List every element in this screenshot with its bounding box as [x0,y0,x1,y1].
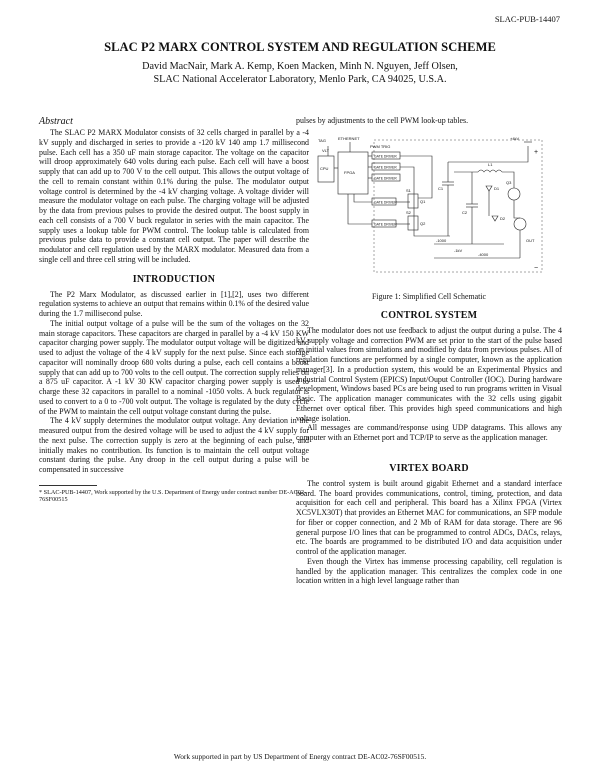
label-cpu: CPU [320,165,329,171]
label-vlt: VLT [322,147,330,153]
label-fpga: FPGA [344,169,355,175]
label-minus: − [534,264,539,272]
virtex-board-paragraph: The control system is built around gigabit Ethernet and a standard interface board. The board provides communications, control, timing, protection, and data acquisition for each cell and peripheral. This board has a Xilinx FPGA (Virtex XC5VLX30T) that provides an Ethernet MAC for communications, an SFP module for fiber or copper connection, and 2 Mb of RAM for data storage. There are 96 general purpose I/O lines that can be programmed to control ADCs, DACs, relays, etc. The boards are programmed to be distributed I/O and data acquisition under control of the application manager. [296,478,562,556]
introduction-paragraph: The 4 kV supply determines the modulator output voltage. Any deviation in the measured output from the desired voltage will be used to adjust the 4 kV supply for the next pulse. The correction supply is zero at the beginning of each pulse, and initially makes no contribution. Its function is to maintain the cell output voltage constant during the pulse. Any droop in the cell output during a pulse will be compensated in successive [39,416,309,474]
label-c2: C2 [462,209,468,215]
control-system-paragraph: The modulator does not use feedback to adjust the output during a pulse. The 4 kV supply voltage and correction PWM are set prior to the start of the pulse based on initial values from simulations and modified by data from previous pulses. All of regulation functions are performed by a single computer, known as the application manager[3]. In a production system, this would be an Experimental Physics and Industrial Control System (EPICS) Input/Ouput Controller (IOC). During hardware development, Windows based PCs are being used to run programs written in Visual Basic. The application manager communicates with the 32 cells using gigabit Ethernet over optical fiber. This provides high speed communications and high voltage isolation. [296,325,562,423]
footnote-divider [39,485,97,486]
label-s1: S1 [406,187,411,193]
q2-switch [408,216,418,230]
introduction-paragraph: The P2 Marx Modulator, as discussed earlier in [1],[2], uses two different regulation systems to achieve an output that remains within 0.1% of the desired value during the 1.7 millisecond pulse. [39,289,309,318]
footnote: * SLAC-PUB-14407, Work supported by the U.S. Department of Energy under contract number DE-AC02-76SF00515 [39,488,307,504]
label-gate-driver: GATE DRIVER [374,200,397,205]
label-s2: S2 [406,209,411,215]
page-footer: Work supported in part by US Department of Energy contract DE-AC02-76SF00515. [173,752,427,761]
abstract-text: The SLAC P2 MARX Modulator consists of 32 cells charged in parallel by a -4 kV supply and discharged in series to provide a -120 kV 140 amp 1.7 millisecond pulse. Each cell has a 350 uF main storage capacitor. The voltage on the capacitor will droop approximately 640 volts during each pulse. Each cell will have a boost supply that can add up to 700 V to the cell output. This allows the output voltage of the cell to remain constant within 0.1% during the pulse. The modulator output voltage control is determined by the -4 kV charging voltage. A voltage divider will measure the modulator voltage on each pulse. The charging voltage will be adjusted by the data from previous pulses to provide the desired output. The boost supply in each cell consists of a 700 V buck regulator in series with the main capacitor. The supply uses a lookup table for PWM control. The lookup table is calculated from previous pulse data to provide a constant cell output. The paper will describe the modulator and cell regulation used by the MARX modulator. Measured data from a single cell and three cell string will be included. [39,128,309,264]
q3-switch [508,188,520,200]
schematic-diagram [314,132,546,280]
label-v4000: -4000 [478,251,489,257]
report-id: SLAC-PUB-14407 [494,14,560,24]
cell-schematic-figure [314,132,546,280]
label-tag: TAG [318,137,326,143]
label-plus-kv: +4kV [510,135,520,141]
abstract-heading: Abstract [39,116,73,127]
virtex-board-paragraph: Even though the Virtex has immense processing capability, cell regulation is handled by the application manager. This centralizes the complex code in one location written in a high level language rather than [296,556,562,586]
label-c1: C1 [438,185,444,191]
control-system-paragraph: All messages are command/response using UDP datagrams. This allows any computer with an Ethernet port and TCP/IP to serve as the application manager. [296,423,562,442]
introduction-paragraph: The initial output voltage of a pulse will be the sum of the voltages on the 32 main storage capacitors. These capacitors are charged in parallel by a -4 kV 150 KW capacitor charging power supply. The modulator output voltage will be digitized and used to adjust the voltage of the 4 kV supply for the next pulse. Since each storage capacitor will nominally droop 680 volts during a pulse, each cell contains a boost supply that can add up to 700 volts to the cell output. The correction supply relies on a 875 uF capacitor. A -1 kV 30 KW capacitor charging power supply is used to charge these 32 capacitors in parallel to a nominal -1050 volts. A buck regulator is used to convert to a 0 to -700 volt output. The voltage is regulated by the duty cycle of the PWM to maintain the cell output voltage constant during the pulse. [39,318,309,416]
label-d1: D1 [494,185,500,191]
virtex-board-heading: VIRTEX BOARD [389,462,469,474]
label-gate-driver: GATE DRIVER [374,154,397,159]
author-affiliation: SLAC National Accelerator Laboratory, Menlo Park, CA 94025, U.S.A. [153,74,447,85]
author-names: David MacNair, Mark A. Kemp, Koen Macken, Minh N. Nguyen, Jeff Olsen, [142,61,458,72]
label-l1: L1 [488,161,493,167]
paper-title: SLAC P2 MARX CONTROL SYSTEM AND REGULATION SCHEME [104,40,496,54]
continuation-text: pulses by adjustments to the cell PWM look-up tables. [296,116,469,125]
label-pwm-trig: PWM TRIG [370,143,391,149]
label-q2: Q2 [420,220,426,226]
label-q1: Q1 [420,198,426,204]
label-d2: D2 [500,215,506,221]
label-plus: + [534,148,539,156]
introduction-heading: INTRODUCTION [132,273,216,285]
label-minus-kv: -1kV [454,247,463,253]
label-gate-driver: GATE DRIVER [374,165,397,170]
control-system-heading: CONTROL SYSTEM [380,309,478,321]
q1-switch [408,194,418,208]
label-q3: Q3 [506,179,512,185]
label-gate-driver: GATE DRIVER [374,176,397,181]
label-v1000: -1000 [436,237,447,243]
output-switch [514,218,526,230]
label-ethernet: ETHERNET [338,135,360,141]
right-column [296,116,562,586]
left-column [39,116,309,504]
label-out: OUT [526,237,535,243]
figure-caption: Figure 1: Simplified Cell Schematic [372,291,486,301]
author-block [0,60,600,86]
label-gate-driver: GATE DRIVER [374,222,397,227]
